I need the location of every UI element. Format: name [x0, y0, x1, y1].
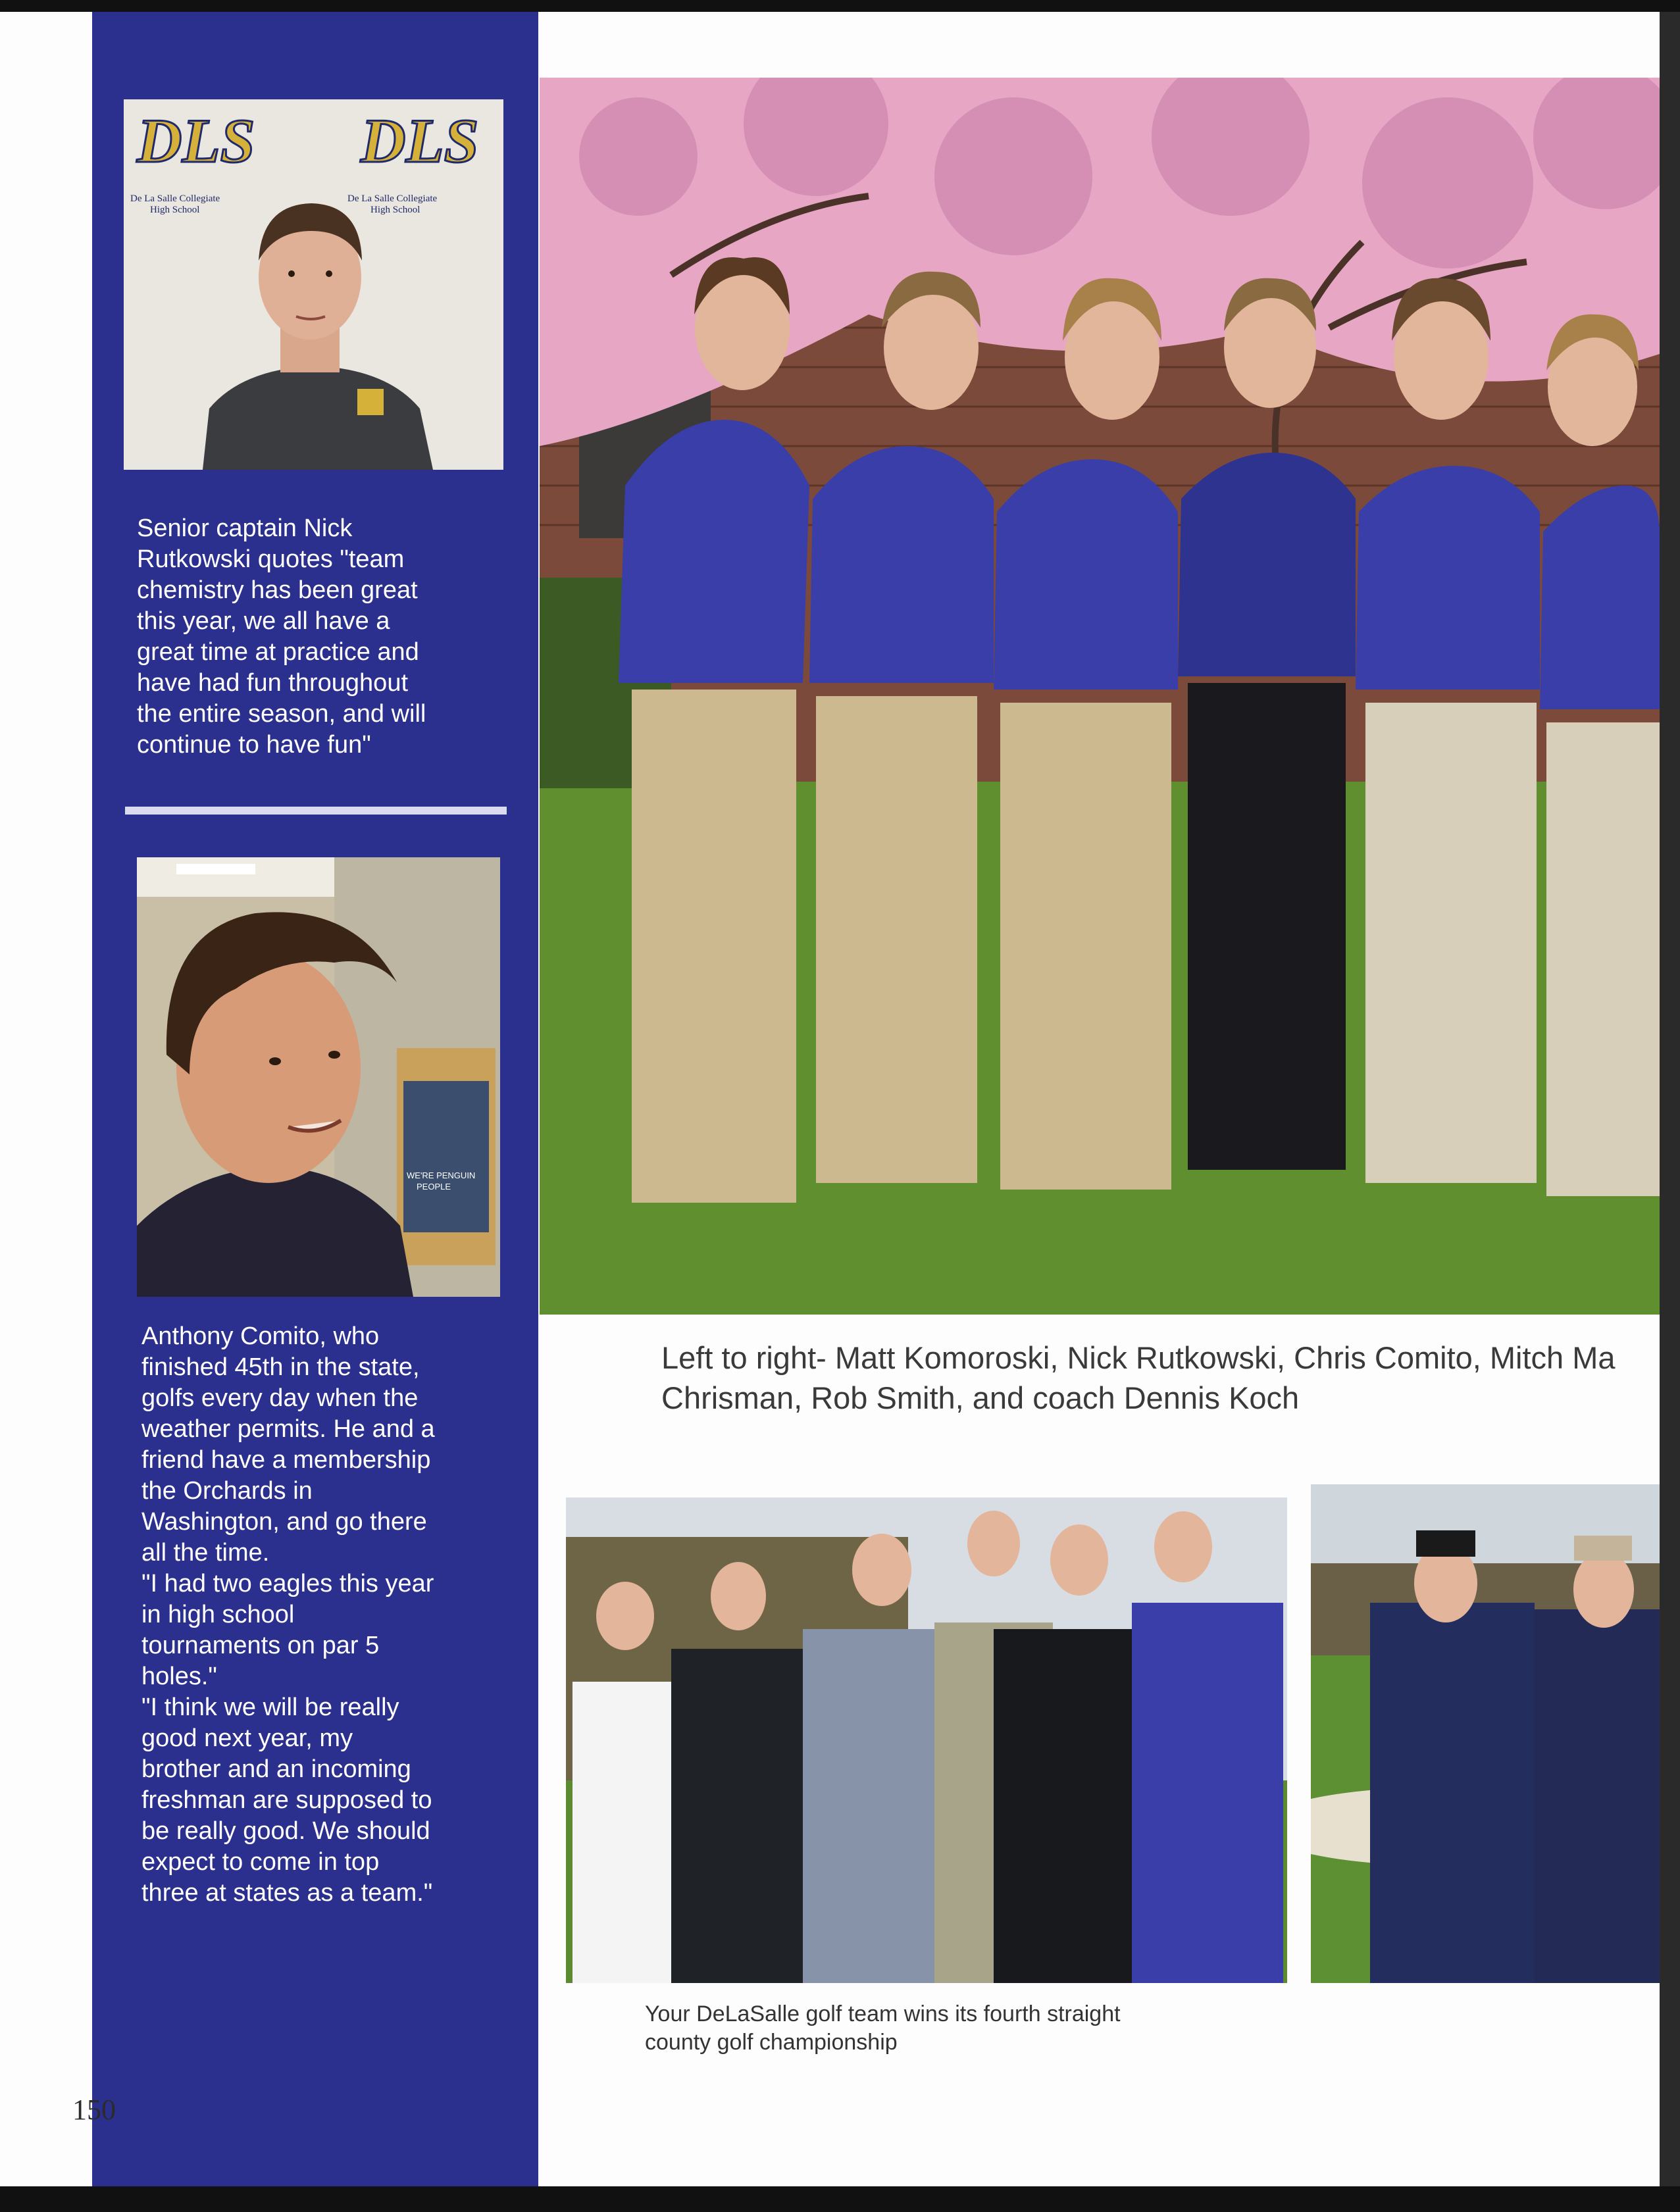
portrait-nick-rutkowski: [124, 99, 503, 470]
bottom-photo-caption-text: Your DeLaSalle golf team wins its fourth straight county golf championship: [645, 2001, 1121, 2055]
svg-text:De La Salle Collegiate: De La Salle Collegiate: [347, 193, 438, 204]
team-photo: [540, 78, 1660, 1315]
svg-text:De La Salle Collegiate: De La Salle Collegiate: [130, 193, 220, 204]
svg-text:DLS: DLS: [361, 106, 479, 176]
yearbook-page: [0, 12, 1660, 2186]
team-photo-caption: [661, 1338, 1648, 1418]
pair-photo-golf-course: [1311, 1484, 1660, 1983]
bottom-photo-caption: [645, 2000, 1237, 2057]
team-photo-caption-text: Left to right- Matt Komoroski, Nick Rutkowski, Chris Comito, Mitch Ma Chrisman, Rob Smith, and coach Dennis Koch: [661, 1340, 1616, 1415]
scan-edge: [1660, 12, 1680, 2186]
svg-text:PEOPLE: PEOPLE: [417, 1182, 451, 1192]
page-number: 150: [72, 2094, 116, 2126]
svg-text:High School: High School: [370, 205, 420, 215]
group-photo-county-championship: [566, 1497, 1287, 1983]
svg-text:WE'RE PENGUIN: WE'RE PENGUIN: [407, 1170, 476, 1180]
sidebar-divider: [125, 807, 507, 815]
svg-text:High School: High School: [150, 205, 200, 215]
quote-anthony-comito: Anthony Comito, who finished 45th in the state, golfs every day when the weather permits. He and a friend have a membership the Orchards in Washington, and go there all the time. "I had two eagles this year in high school tournaments on par 5 holes." "I think we will be really good next year, my brother and an incoming freshman are supposed to be really good. We should expect to come in top three at states as a team.": [141, 1322, 435, 1907]
portrait-anthony-comito: [137, 857, 500, 1297]
svg-text:DLS: DLS: [137, 106, 255, 176]
quote-nick-rutkowski: Senior captain Nick Rutkowski quotes "team chemistry has been great this year, we all have a great time at practice and have had fun throughout the entire season, and will continue to have fun": [137, 515, 426, 759]
